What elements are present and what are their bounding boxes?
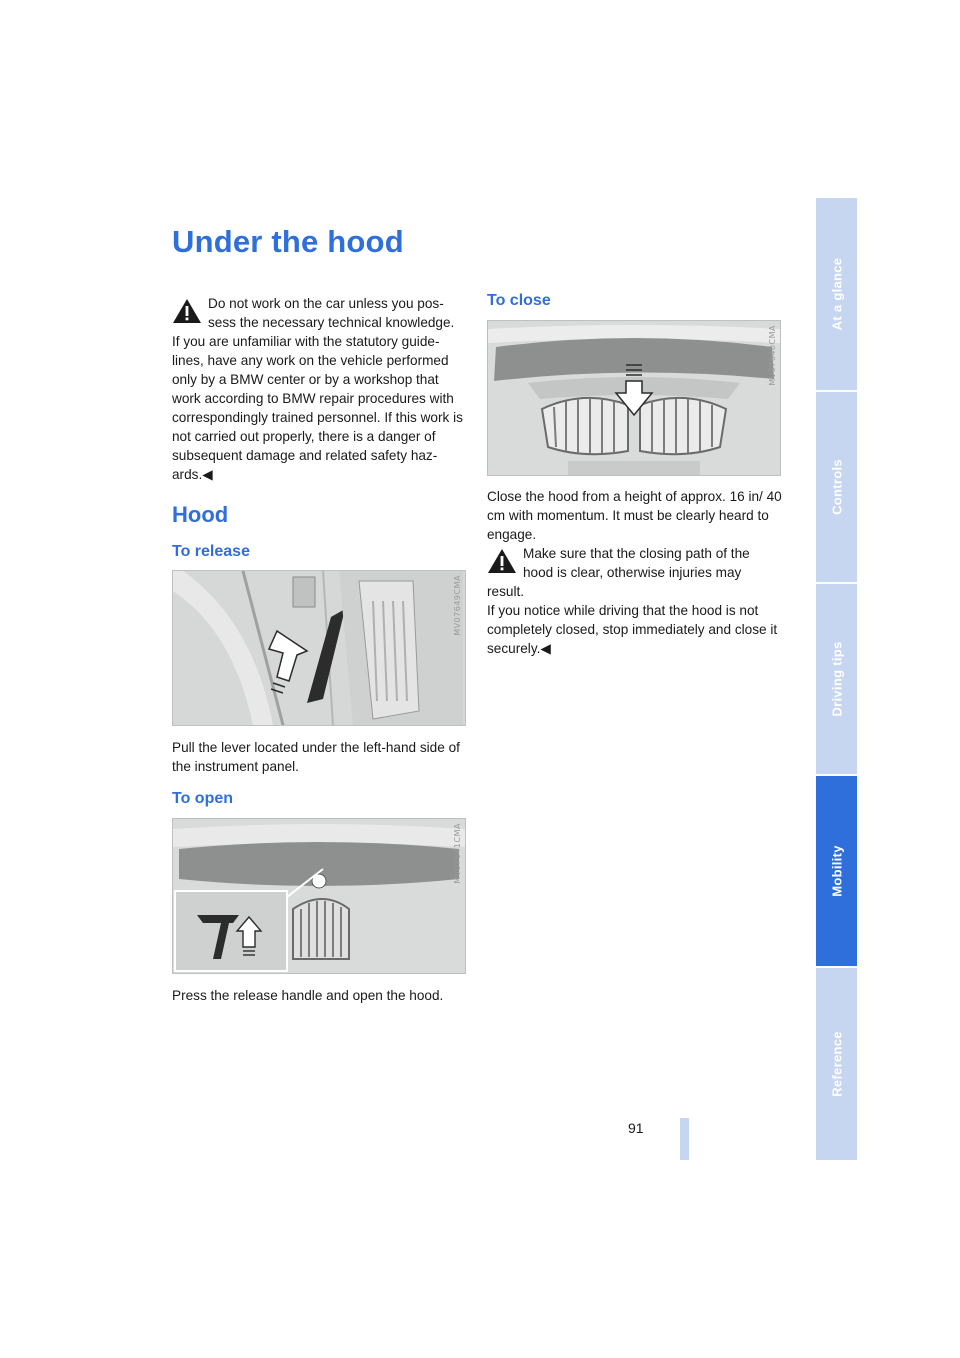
page-number-bar xyxy=(680,1118,689,1160)
close-heading: To close xyxy=(487,292,551,309)
release-heading: To release xyxy=(172,543,250,560)
intro-warning-line2: sess the necessary technical knowledge. xyxy=(208,315,455,330)
side-tab-mobility[interactable]: Mobility xyxy=(816,776,857,966)
intro-warning-body: If you are unfamiliar with the statutory guide-lines, have any work on the vehicle performed only by a BMW center or by a workshop that work according to BMW repair procedures with correspondingly trained personnel. If this work is not carried out properly, there is a danger of subsequent damage and related safety haz-ards.◀ xyxy=(172,334,463,482)
open-hood-illustration xyxy=(173,819,465,973)
warning-triangle-icon xyxy=(487,548,517,574)
close-warning-extra: If you notice while driving that the hood is not completely closed, stop immediately and close it securely.◀ xyxy=(487,603,778,656)
intro-warning-line1: Do not work on the car unless you pos- xyxy=(208,296,444,311)
close-figure-code: MV07640CMA xyxy=(768,325,777,386)
open-heading: To open xyxy=(172,790,234,807)
open-text: Press the release handle and open the hood. xyxy=(172,988,444,1003)
open-hood-figure xyxy=(172,818,466,974)
close-text: Close the hood from a height of approx. 16 in/ 40 cm with momentum. It must be clearly heard to engage. xyxy=(487,489,782,542)
side-tab-controls[interactable]: Controls xyxy=(816,392,857,582)
warning-triangle-icon xyxy=(172,298,202,324)
side-tab-at-a-glance[interactable]: At a glance xyxy=(816,198,857,390)
hood-heading: Hood xyxy=(172,502,229,527)
open-figure-code: MV07641CMA xyxy=(453,823,462,884)
release-figure-code: MV07649CMA xyxy=(453,575,462,636)
page-title: Under the hood xyxy=(172,224,404,259)
intro-warning xyxy=(172,294,464,484)
side-tab-driving-tips[interactable]: Driving tips xyxy=(816,584,857,774)
close-warning xyxy=(487,544,783,658)
close-warning-line2: hood is clear, otherwise injuries may xyxy=(523,565,742,580)
side-tab-reference[interactable]: Reference xyxy=(816,968,857,1160)
release-text: Pull the lever located under the left-hand side of the instrument panel. xyxy=(172,740,460,774)
page-number: 91 xyxy=(628,1120,644,1136)
close-warning-line3: result. xyxy=(487,584,525,599)
close-warning-line1: Make sure that the closing path of the xyxy=(523,546,750,561)
close-hood-figure xyxy=(487,320,781,476)
release-lever-illustration xyxy=(173,571,465,725)
close-hood-illustration xyxy=(488,321,780,475)
release-lever-figure xyxy=(172,570,466,726)
